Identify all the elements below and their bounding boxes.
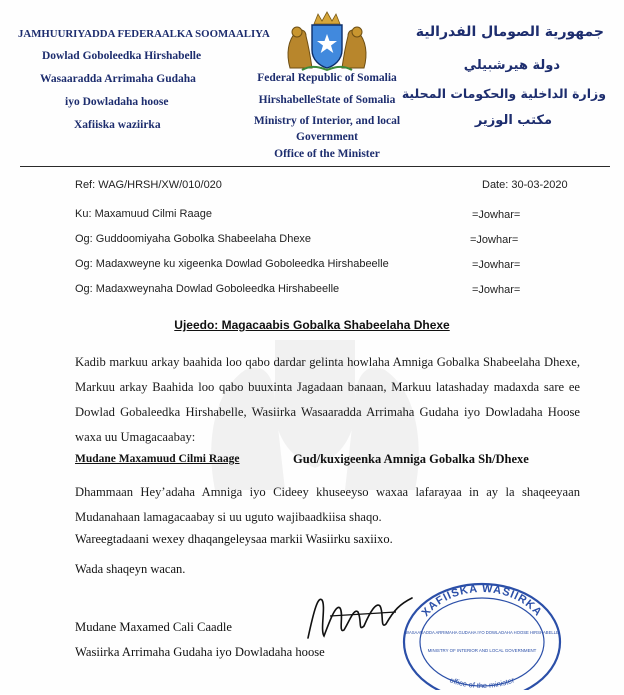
letterhead-divider: [20, 166, 610, 167]
letterhead-arabic-line-4: مكتب الوزير: [474, 113, 552, 128]
signatory-title: Wasiirka Arrimaha Gudaha iyo Dowladaha hoose: [75, 645, 325, 659]
letterhead-arabic-line-3: وزارة الداخلية والحكومات المحلية: [401, 86, 606, 101]
letterhead-english-line-4: Government: [296, 131, 358, 143]
reference-number: Ref: WAG/HRSH/XW/010/020: [75, 179, 222, 191]
svg-text:office of the minister: [448, 675, 516, 690]
subject-line: Ujeedo: Magacaabis Gobalka Shabeelaha Dhexe: [174, 318, 450, 332]
letterhead-english-line-3: Ministry of Interior, and local: [253, 115, 401, 127]
copy-recipient-label: Og: Madaxweynaha Dowlad Goboleedka Hirshabeelle: [75, 283, 340, 295]
letterhead-english-line-1: Federal Republic of Somalia: [257, 72, 397, 84]
effective-date-note: Wareegtadaani wexey dhaqangeleysaa markii Wasiirku saxiixo.: [75, 532, 393, 546]
signatory-name: Mudane Maxamed Cali Caadle: [75, 620, 233, 634]
body-paragraph: Dhammaan Hey’adaha Amniga iyo Cideey khuseeyso waxaa lafarayaa in ay la shaqeeyaan Mudanahaan lamagacaabay si uu uguto wajibaadkiisa shaqo.: [75, 485, 580, 524]
copy-recipient-label: Og: Madaxweyne ku xigeenka Dowlad Goboleedka Hirshabeelle: [75, 258, 389, 270]
letterhead-english-line-5: Office of the Minister: [274, 148, 380, 160]
letterhead-english-line-2: HirshabelleState of Somalia: [258, 94, 396, 106]
letterhead-somali-line-4: iyo Dowladaha hoose: [65, 96, 169, 108]
letter-date: Date: 30-03-2020: [482, 179, 568, 191]
official-stamp: [398, 578, 566, 690]
letterhead-somali-line-5: Xafiiska waziirka: [74, 119, 161, 131]
letterhead-somali-line-2: Dowlad Goboleedka Hirshabelle: [42, 50, 202, 62]
appointee-name: Mudane Maxamuud Cilmi Raage: [75, 453, 240, 465]
letterhead-arabic-line-2: دولة هيرشبيلي: [463, 58, 560, 73]
stamp-ring-text: office of the minister: [448, 675, 516, 690]
copy-recipient-place: =Jowhar=: [472, 284, 521, 296]
letterhead-somali-line-1: JAMHUURIYADDA FEDERAALKA SOOMAALIYA: [18, 28, 270, 40]
letterhead-somali-line-3: Wasaaradda Arrimaha Gudaha: [40, 73, 196, 85]
copy-recipient-place: =Jowhar=: [472, 259, 521, 271]
letterhead-arabic-line-1: جمهورية الصومال الفدرالية: [415, 24, 604, 40]
stamp-top-text: XAFIISKA WASIIRKA: [419, 582, 545, 620]
stamp-bottom-text: MINISTRY OF INTERIOR AND LOCAL GOVERNMENT: [427, 648, 537, 653]
copy-recipient-place: =Jowhar=: [470, 234, 519, 246]
coat-of-arms-emblem: [282, 10, 372, 72]
body-paragraph: Kadib markuu arkay baahida loo qabo dardar gelinta howlaha Amniga Gobalka Shabeelaha Dhexe, Markuu arkay Baahida loo qabo buuxinta Jagadaan banaan, Markuu latashaday madaxda sare ee Dowlad Gobaleedka Hirshabelle, Wasiirka Wasaaradda Arrimaha Gudaha iyo Dowladaha Hoose waxa uu Umagacaabay:: [75, 355, 580, 444]
svg-text:XAFIISKA WASIIRKA: [420, 583, 545, 619]
appointee-position: Gud/kuxigeenka Amniga Gobalka Sh/Dhexe: [293, 452, 529, 466]
closing-remark: Wada shaqeyn wacan.: [75, 562, 186, 576]
copy-recipient-label: Og: Guddoomiyaha Gobolka Shabeelaha Dhexe: [75, 233, 312, 245]
stamp-middle-text: WASAARADDA ARRIMAHA GUDAHA IYO DOWLADAHA HOOSE HIRSHABELLE: [405, 630, 559, 635]
recipient-place: =Jowhar=: [472, 209, 521, 221]
recipient-label: Ku: Maxamuud Cilmi Raage: [75, 208, 212, 220]
